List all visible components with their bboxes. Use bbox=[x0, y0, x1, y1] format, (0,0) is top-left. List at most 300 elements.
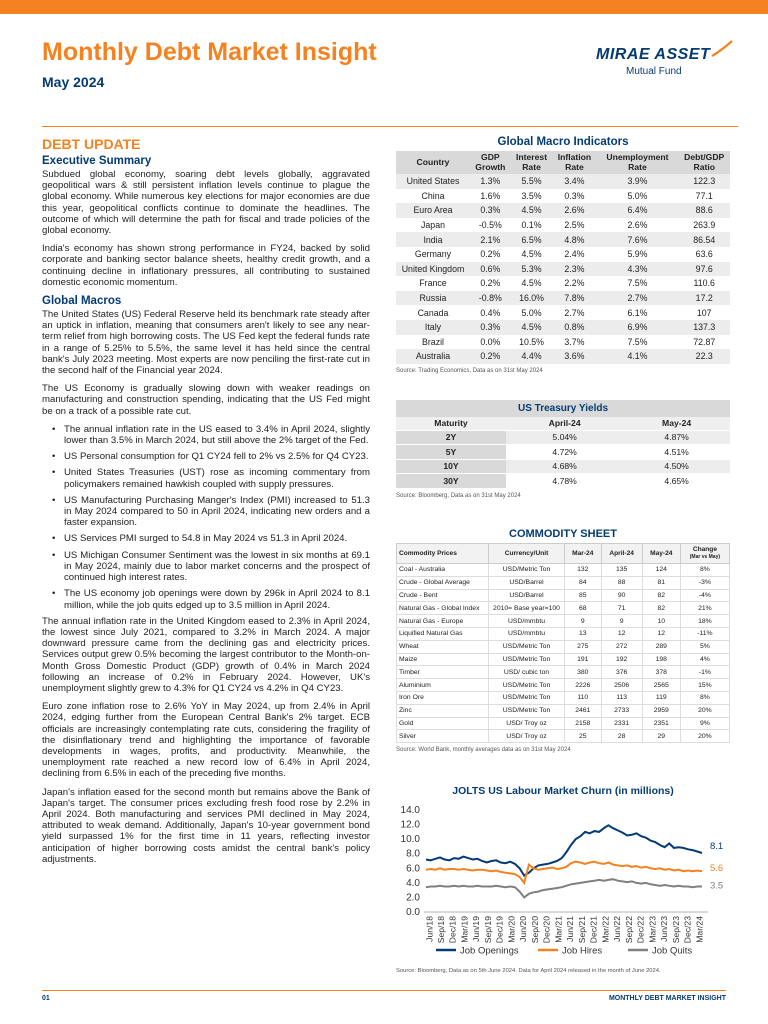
macro-indicators-block bbox=[396, 136, 730, 374]
x-tick-label: Mar/22 bbox=[600, 916, 611, 943]
table-cell: Wheat bbox=[397, 640, 489, 653]
table-cell: 124 bbox=[642, 564, 680, 577]
table-cell: 29 bbox=[642, 730, 680, 743]
table-row bbox=[397, 640, 730, 653]
table-cell: 192 bbox=[601, 653, 642, 666]
column-header: Country bbox=[396, 151, 470, 174]
macro-table-title: Global Macro Indicators bbox=[497, 136, 629, 148]
legend-label: Job Quits bbox=[652, 945, 693, 957]
exec-para-2: India's economy has shown strong performance in FY24, backed by solid corporate and banking sector balance sheets, healthy credit growth, and a continuing decline in inflationary pressures, all contributing to sustained domestic economic momentum. bbox=[42, 243, 370, 288]
column-header: May-24 bbox=[623, 417, 730, 430]
table-cell: -4% bbox=[680, 589, 729, 602]
table-cell: USD/ cubic ton bbox=[489, 666, 565, 679]
table-cell: 63.6 bbox=[695, 249, 713, 260]
table-row bbox=[397, 704, 730, 717]
table-cell: Silver bbox=[397, 730, 489, 743]
end-value-label: 8.1 bbox=[710, 840, 724, 852]
table-cell: -3% bbox=[680, 576, 729, 589]
table-row bbox=[396, 445, 730, 460]
macro-para-1: The United States (US) Federal Reserve held its benchmark rate steady after an uptick in inflation, meaning that consumers aren't likely to see any near-term relief from high borrowing costs. The US Fed kept the federal funds rate in a range of 5.25% to 5.5%, the same level it has held since the central bank's July 2023 meeting. Most experts are now penciling the first-rate cut in the second half of the Financial year 2024. bbox=[42, 309, 370, 377]
footer-divider bbox=[42, 990, 726, 991]
table-cell: 82 bbox=[642, 602, 680, 615]
table-cell: 4% bbox=[680, 653, 729, 666]
table-cell: USD/ Troy oz bbox=[489, 717, 565, 730]
table-cell: 2959 bbox=[642, 704, 680, 717]
table-row bbox=[397, 589, 730, 602]
table-cell: 119 bbox=[642, 691, 680, 704]
list-item: • US Services PMI surged to 54.8 in May 2024 vs 51.3 in April 2024. bbox=[52, 533, 370, 544]
table-cell: Natural Gas - Global Index bbox=[397, 602, 489, 615]
table-cell: 272 bbox=[601, 640, 642, 653]
x-tick-label: Jun/21 bbox=[565, 916, 576, 942]
table-cell: USD/mmbtu bbox=[489, 627, 565, 640]
ust-yields-table bbox=[396, 417, 730, 489]
table-row bbox=[396, 174, 730, 189]
table-cell: 4.65% bbox=[623, 474, 730, 489]
table-cell: 376 bbox=[601, 666, 642, 679]
page-title: Monthly Debt Market Insight bbox=[42, 38, 377, 66]
table-cell: 9% bbox=[680, 717, 729, 730]
uk-para: The annual inflation rate in the United Kingdom eased to 2.3% in April 2024, the lowest since July 2021, compared to 3.2% in March 2024. A major downward pressure came from the declining gas and electricity prices. Services output grew 0.5% becoming the largest contributor to the Month-on-Month Gross Domestic Product (GDP) growth of 0.4% in March 2024 following an increase of 0.2% in February 2024. However, UK's unemployment slightly grew to 4.3% for Q1 CY24 vs 4.2% in Q4 CY23. bbox=[42, 615, 370, 694]
table-cell: China bbox=[421, 190, 445, 201]
x-tick-label: Sep/22 bbox=[623, 916, 634, 944]
table-cell: 2351 bbox=[642, 717, 680, 730]
table-cell: Natural Gas - Europe bbox=[397, 615, 489, 628]
column-header: Debt/GDP Ratio bbox=[678, 151, 730, 174]
table-row bbox=[396, 474, 730, 489]
page-number: 01 bbox=[42, 995, 50, 1002]
table-cell: 2.2% bbox=[564, 278, 585, 289]
table-cell: 7.5% bbox=[627, 278, 648, 289]
legend-label: Job Openings bbox=[460, 945, 519, 957]
x-tick-label: Sep/20 bbox=[529, 916, 540, 944]
x-tick-label: Mar/19 bbox=[459, 916, 470, 943]
table-cell: 3.5% bbox=[521, 190, 542, 201]
table-cell: USD/mmbtu bbox=[489, 615, 565, 628]
table-cell: USD/Metric Ton bbox=[489, 653, 565, 666]
table-cell: 18% bbox=[680, 615, 729, 628]
table-cell: 0.2% bbox=[470, 349, 511, 364]
x-tick-label: Jun/20 bbox=[518, 916, 529, 942]
table-cell: 17.2 bbox=[678, 291, 730, 306]
table-cell: 2158 bbox=[565, 717, 602, 730]
table-cell: 5.0% bbox=[521, 307, 542, 318]
ust-source-note: Source: Bloomberg, Data as on 31st May 2024 bbox=[396, 492, 521, 499]
table-cell: 97.6 bbox=[678, 262, 730, 277]
table-cell: 2.6% bbox=[552, 203, 596, 218]
table-cell: 4.5% bbox=[521, 249, 542, 260]
section-title: DEBT UPDATE bbox=[42, 136, 141, 152]
x-tick-label: Jun/19 bbox=[471, 916, 482, 942]
table-cell: Gold bbox=[397, 717, 489, 730]
table-cell: 6.1% bbox=[627, 307, 648, 318]
table-cell: Maize bbox=[397, 653, 489, 666]
table-row bbox=[396, 305, 730, 320]
table-row bbox=[396, 189, 730, 204]
column-header: April-24 bbox=[601, 544, 642, 564]
table-row bbox=[397, 653, 730, 666]
table-cell: 4.78% bbox=[506, 474, 623, 489]
ust-yields-block bbox=[396, 400, 730, 499]
list-item: • US Michigan Consumer Sentiment was the lowest in six months at 69.1 in May 2024, mainly due to labor market concerns and the prospect of continued high interest rates. bbox=[52, 550, 370, 584]
table-cell: 0.8% bbox=[552, 320, 596, 335]
japan-para: Japan's inflation eased for the second month but remains above the Bank of Japan's target. The consumer prices excluding fresh food rose by 2.2% in April 2024. Both manufacturing and services PMI declined in May 2024, attributed to weak demand. Additionally, Japan's 10-year government bond yield surpassed 1% for the first time in 11 years, reflecting investor anticipation of higher borrowing costs amidst the central bank's policy adjustments. bbox=[42, 786, 370, 865]
table-cell: 4.68% bbox=[506, 459, 623, 474]
eurozone-para: Euro zone inflation rose to 2.6% YoY in May 2024, up from 2.4% in April 2024, edging further from the European Central Bank's 2% target. ECB officials are increasingly contemplating rate cuts, considering the fragility of the disinflationary trend and highlighting the importance of favorable developments in wages, profits, and productivity. Meanwhile, the unemployment rate reached a new record low of 6.4% in April 2024, declining from 6.5% in each of the preceding five months. bbox=[42, 701, 370, 780]
table-cell: Crude - Global Average bbox=[397, 576, 489, 589]
table-cell: 0.3% bbox=[564, 190, 585, 201]
table-cell: USD/Barrel bbox=[489, 576, 565, 589]
y-tick-label: 14.0 bbox=[400, 805, 420, 816]
table-cell: 30Y bbox=[396, 474, 506, 489]
x-tick-label: Dec/22 bbox=[635, 916, 646, 944]
table-cell: 2565 bbox=[642, 679, 680, 692]
y-tick-label: 0.0 bbox=[406, 907, 420, 918]
y-tick-label: 12.0 bbox=[400, 819, 420, 831]
jolts-line-chart bbox=[396, 782, 730, 978]
table-cell: 2461 bbox=[565, 704, 602, 717]
table-cell: 4.72% bbox=[506, 445, 623, 460]
table-row bbox=[397, 564, 730, 577]
x-tick-label: Dec/23 bbox=[682, 916, 693, 944]
table-cell: 8% bbox=[680, 564, 729, 577]
macro-para-2: The US Economy is gradually slowing down with weaker readings on manufacturing and construction spending, indicating that the US Fed might be on a track of a possible rate cut. bbox=[42, 383, 370, 417]
table-cell: 12 bbox=[642, 627, 680, 640]
table-cell: 4.5% bbox=[511, 203, 553, 218]
table-cell: 10.5% bbox=[519, 336, 545, 347]
table-cell: 2331 bbox=[601, 717, 642, 730]
table-cell: -0.5% bbox=[478, 220, 502, 231]
y-tick-label: 4.0 bbox=[406, 877, 420, 889]
x-tick-label: Dec/21 bbox=[588, 916, 599, 944]
series-line-job-quits bbox=[426, 879, 702, 897]
x-tick-label: Jun/23 bbox=[659, 916, 670, 942]
table-cell: 2.3% bbox=[552, 262, 596, 277]
table-cell: 5.5% bbox=[511, 174, 553, 189]
table-cell: 6.4% bbox=[596, 203, 678, 218]
table-cell: 289 bbox=[642, 640, 680, 653]
table-cell: 77.1 bbox=[695, 190, 713, 201]
table-cell: 5Y bbox=[396, 445, 506, 460]
y-tick-label: 10.0 bbox=[400, 834, 420, 846]
table-cell: USD/Metric Ton bbox=[489, 691, 565, 704]
x-tick-label: Jun/18 bbox=[424, 916, 435, 942]
column-header: Interest Rate bbox=[511, 151, 553, 174]
table-cell: United States bbox=[396, 174, 470, 189]
table-cell: 0.1% bbox=[521, 220, 542, 231]
table-cell: Liquified Natural Gas bbox=[397, 627, 489, 640]
table-cell: 0.2% bbox=[480, 278, 501, 289]
x-tick-label: Mar/21 bbox=[553, 916, 564, 943]
table-cell: 0.2% bbox=[480, 249, 501, 260]
table-cell: 2.6% bbox=[627, 220, 648, 231]
table-cell: Germany bbox=[414, 249, 452, 260]
left-column bbox=[42, 136, 370, 872]
logo-subtitle: Mutual Fund bbox=[626, 66, 682, 77]
table-row bbox=[397, 615, 730, 628]
table-cell: Zinc bbox=[397, 704, 489, 717]
jolts-chart-block bbox=[396, 782, 730, 983]
table-cell: 82 bbox=[642, 589, 680, 602]
table-row bbox=[396, 276, 730, 291]
table-cell: -0.8% bbox=[470, 291, 511, 306]
list-item: • The annual inflation rate in the US eased to 3.4% in April 2024, slightly lower than 3.5% in March 2024, but still above the 2% target of the Fed. bbox=[52, 424, 370, 446]
table-cell: 2733 bbox=[601, 704, 642, 717]
y-tick-label: 8.0 bbox=[406, 848, 420, 860]
table-cell: 2226 bbox=[565, 679, 602, 692]
table-cell: 4.4% bbox=[511, 349, 553, 364]
table-cell: 8% bbox=[680, 691, 729, 704]
table-row bbox=[396, 335, 730, 350]
table-cell: 2010= Base year=100 bbox=[489, 602, 565, 615]
table-cell: 198 bbox=[642, 653, 680, 666]
table-cell: 3.9% bbox=[596, 174, 678, 189]
table-cell: 4.51% bbox=[623, 445, 730, 460]
table-cell: 15% bbox=[680, 679, 729, 692]
macro-indicators-table bbox=[396, 151, 730, 364]
table-cell: 81 bbox=[642, 576, 680, 589]
table-cell: 113 bbox=[601, 691, 642, 704]
end-value-label: 3.5 bbox=[710, 880, 724, 892]
table-cell: 275 bbox=[565, 640, 602, 653]
table-cell: 0.0% bbox=[480, 336, 501, 347]
y-tick-label: 2.0 bbox=[406, 892, 420, 904]
x-tick-label: Mar/23 bbox=[647, 916, 658, 943]
table-row bbox=[396, 459, 730, 474]
table-row bbox=[397, 602, 730, 615]
x-tick-label: Dec/20 bbox=[541, 916, 552, 944]
exec-summary-title: Executive Summary bbox=[42, 155, 152, 167]
table-cell: 13 bbox=[565, 627, 602, 640]
table-row bbox=[396, 232, 730, 247]
table-cell: 7.5% bbox=[627, 336, 648, 347]
list-item: • The US economy job openings were down by 296k in April 2024 to 8.1 million, while the job quits edged up to 3.5 million in April 2024. bbox=[52, 588, 370, 610]
table-cell: 1.6% bbox=[480, 190, 501, 201]
end-value-label: 5.6 bbox=[710, 863, 724, 875]
table-cell: 1.3% bbox=[470, 174, 511, 189]
table-cell: 28 bbox=[601, 730, 642, 743]
y-tick-label: 6.0 bbox=[406, 863, 420, 875]
header-divider bbox=[42, 126, 738, 127]
global-macros-title: Global Macros bbox=[42, 295, 122, 308]
table-row bbox=[397, 576, 730, 589]
x-tick-label: Jun/22 bbox=[612, 916, 623, 942]
table-cell: 7.8% bbox=[552, 291, 596, 306]
table-cell: 4.1% bbox=[596, 349, 678, 364]
column-header: Inflation Rate bbox=[552, 151, 596, 174]
column-header: Mar-24 bbox=[565, 544, 602, 564]
table-cell: 12 bbox=[601, 627, 642, 640]
x-tick-label: Sep/19 bbox=[482, 916, 493, 944]
column-header: Commodity Prices bbox=[397, 544, 489, 564]
top-accent-bar bbox=[0, 0, 768, 14]
table-cell: 22.3 bbox=[678, 349, 730, 364]
table-cell: 0.3% bbox=[470, 320, 511, 335]
table-row bbox=[396, 430, 730, 445]
list-item: • United States Treasuries (UST) rose as incoming commentary from policymakers remained hawkish coupled with supply pressures. bbox=[52, 467, 370, 489]
table-cell: 3.6% bbox=[552, 349, 596, 364]
table-cell: 9 bbox=[601, 615, 642, 628]
us-bullet-list bbox=[52, 424, 370, 611]
footer-title: MONTHLY DEBT MARKET INSIGHT bbox=[608, 995, 726, 1002]
table-cell: 21% bbox=[680, 602, 729, 615]
table-cell: 4.3% bbox=[596, 262, 678, 277]
table-cell: USD/Metric Ton bbox=[489, 679, 565, 692]
column-header: April-24 bbox=[506, 417, 623, 430]
change-subheader: (Mar vs May) bbox=[689, 554, 721, 560]
table-row bbox=[397, 666, 730, 679]
table-row bbox=[397, 627, 730, 640]
x-tick-label: Mar/24 bbox=[694, 916, 705, 943]
table-row bbox=[396, 247, 730, 262]
table-cell: 72.87 bbox=[693, 336, 716, 347]
table-cell: United Kingdom bbox=[396, 262, 470, 277]
table-cell: 191 bbox=[565, 653, 602, 666]
table-cell: 137.3 bbox=[678, 320, 730, 335]
logo-swoosh-icon bbox=[710, 40, 734, 58]
exec-para-1: Subdued global economy, soaring debt levels globally, aggravated geopolitical wars & still persistent inflation levels continue to plague the global economy. While numerous key elections for major economies are due this year, geopolitical conflicts continue to dominate the headlines. The outcome of which will determine the path for fiscal and trade policies of the global economy. bbox=[42, 169, 370, 237]
table-cell: 85 bbox=[565, 589, 602, 602]
table-cell: 7.6% bbox=[596, 232, 678, 247]
table-cell: Canada bbox=[417, 307, 449, 318]
commodity-table bbox=[396, 543, 730, 743]
brand-logo bbox=[596, 40, 736, 80]
table-cell: 2.4% bbox=[564, 249, 585, 260]
column-header: May-24 bbox=[642, 544, 680, 564]
table-cell: 3.7% bbox=[564, 336, 585, 347]
table-cell: 86.54 bbox=[678, 232, 730, 247]
table-cell: Russia bbox=[396, 291, 470, 306]
table-cell: 5.9% bbox=[627, 249, 648, 260]
table-cell: 4.8% bbox=[552, 232, 596, 247]
table-row bbox=[397, 691, 730, 704]
table-row bbox=[397, 679, 730, 692]
commodity-title: COMMODITY SHEET bbox=[509, 528, 617, 540]
commodity-block bbox=[396, 528, 730, 753]
table-cell: 135 bbox=[601, 564, 642, 577]
logo-name: MIRAE ASSET bbox=[596, 46, 711, 63]
x-tick-label: Dec/19 bbox=[494, 916, 505, 944]
x-tick-label: Sep/18 bbox=[436, 916, 447, 944]
table-cell: USD/Metric Ton bbox=[489, 564, 565, 577]
table-cell: 68 bbox=[565, 602, 602, 615]
table-cell: 10 bbox=[642, 615, 680, 628]
table-cell: 380 bbox=[565, 666, 602, 679]
table-cell: 5.04% bbox=[506, 430, 623, 445]
table-cell: USD/ Troy oz bbox=[489, 730, 565, 743]
table-cell: 0.6% bbox=[470, 262, 511, 277]
table-cell: 5.3% bbox=[511, 262, 553, 277]
table-cell: 25 bbox=[565, 730, 602, 743]
table-row bbox=[396, 203, 730, 218]
table-cell: 5.0% bbox=[627, 190, 648, 201]
column-header: Maturity bbox=[396, 417, 506, 430]
column-header: Unemployment Rate bbox=[596, 151, 678, 174]
x-tick-label: Sep/21 bbox=[576, 916, 587, 944]
chart-title: JOLTS US Labour Market Churn (in millions) bbox=[452, 785, 674, 797]
table-cell: 3.4% bbox=[552, 174, 596, 189]
table-cell: 2.1% bbox=[470, 232, 511, 247]
list-item: • US Manufacturing Purchasing Manger's Index (PMI) increased to 51.3 in May 2024 compared to 50 in April 2024, indicating new orders and a faster expansion. bbox=[52, 495, 370, 529]
table-cell: 88.6 bbox=[678, 203, 730, 218]
table-cell: Brazil bbox=[422, 336, 444, 347]
table-cell: 71 bbox=[601, 602, 642, 615]
column-header: GDP Growth bbox=[470, 151, 511, 174]
table-cell: 10Y bbox=[396, 459, 506, 474]
table-cell: 9 bbox=[565, 615, 602, 628]
table-cell: France bbox=[419, 278, 447, 289]
table-cell: 90 bbox=[601, 589, 642, 602]
table-cell: 4.5% bbox=[521, 278, 542, 289]
table-cell: -1% bbox=[680, 666, 729, 679]
table-row bbox=[397, 717, 730, 730]
table-cell: 2.5% bbox=[564, 220, 585, 231]
x-tick-label: Sep/23 bbox=[670, 916, 681, 944]
table-cell: 16.0% bbox=[511, 291, 553, 306]
table-cell: 122.3 bbox=[678, 174, 730, 189]
table-cell: 5% bbox=[680, 640, 729, 653]
table-cell: Italy bbox=[396, 320, 470, 335]
table-cell: 110 bbox=[565, 691, 602, 704]
table-cell: Crude - Bent bbox=[397, 589, 489, 602]
table-cell: 378 bbox=[642, 666, 680, 679]
table-cell: 6.5% bbox=[511, 232, 553, 247]
table-cell: Japan bbox=[421, 220, 445, 231]
x-tick-label: Dec/18 bbox=[447, 916, 458, 944]
table-cell: Aluminium bbox=[397, 679, 489, 692]
change-header: Change bbox=[692, 545, 717, 553]
page-subtitle: May 2024 bbox=[42, 74, 105, 90]
list-item: • US Personal consumption for Q1 CY24 fell to 2% vs 2.5% for Q4 CY23. bbox=[52, 451, 370, 462]
table-cell: USD/Metric Ton bbox=[489, 640, 565, 653]
column-header bbox=[680, 544, 729, 564]
table-row bbox=[396, 320, 730, 335]
table-cell: 4.87% bbox=[623, 430, 730, 445]
legend-label: Job Hires bbox=[562, 945, 603, 957]
table-cell: 6.9% bbox=[596, 320, 678, 335]
table-row bbox=[396, 262, 730, 277]
table-row bbox=[396, 218, 730, 233]
table-cell: 0.4% bbox=[480, 307, 501, 318]
table-cell: 110.6 bbox=[693, 278, 715, 289]
macro-source-note: Source: Trading Economics, Data as on 31st May 2024 bbox=[396, 367, 543, 374]
table-cell: 2506 bbox=[601, 679, 642, 692]
ust-table-title: US Treasury Yields bbox=[396, 400, 730, 417]
table-cell: 4.5% bbox=[511, 320, 553, 335]
series-line-job-hires bbox=[426, 862, 702, 883]
commodity-source-note: Source: World Bank, monthly averages data as on 31st May 2024 bbox=[396, 747, 571, 754]
table-cell: 2Y bbox=[396, 430, 506, 445]
chart-source-note: Source: Bloomberg, Data as on 5th June 2024. Data for April 2024 released in the month of June 2024. bbox=[396, 968, 661, 974]
table-cell: USD/Metric Ton bbox=[489, 704, 565, 717]
table-cell: 20% bbox=[680, 730, 729, 743]
table-cell: 107 bbox=[696, 307, 712, 318]
table-cell: Timber bbox=[397, 666, 489, 679]
table-cell: -11% bbox=[680, 627, 729, 640]
table-cell: Coal - Australia bbox=[397, 564, 489, 577]
x-tick-label: Mar/20 bbox=[506, 916, 517, 943]
table-cell: 4.50% bbox=[623, 459, 730, 474]
table-row bbox=[396, 349, 730, 364]
table-cell: 88 bbox=[601, 576, 642, 589]
table-cell: Euro Area bbox=[396, 203, 470, 218]
table-cell: USD/Barrel bbox=[489, 589, 565, 602]
table-cell: 2.7% bbox=[596, 291, 678, 306]
table-cell: 2.7% bbox=[564, 307, 585, 318]
table-cell: 20% bbox=[680, 704, 729, 717]
table-cell: Iron Ore bbox=[397, 691, 489, 704]
table-row bbox=[396, 291, 730, 306]
